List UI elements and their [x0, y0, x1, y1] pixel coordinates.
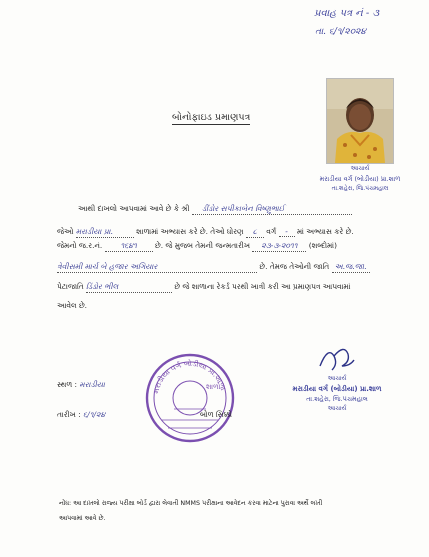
photo-caption-line2: મરાડીયા વર્ગ (બોડીયા) પ્રા.શાળ	[319, 175, 401, 183]
line2-suffix: વર્ગ	[266, 227, 277, 236]
dob-in-words: ત્રેવીસમી માર્ચ બે હજાર અગિયાર	[57, 262, 257, 273]
body-line-5	[57, 282, 350, 293]
date-label: તારીખ :	[57, 410, 81, 419]
school-place: મરાડીયા પ્રા.	[76, 227, 134, 238]
register-number: ૧૬૪૧	[105, 241, 153, 252]
date-value: ૬/૧/૨૪	[82, 410, 106, 419]
place-value: મરાડીયા	[79, 380, 105, 389]
body-line1-text: આથી દાખલો આપવામાં આવે છે કે શ્રી	[78, 204, 190, 213]
body-line-3	[57, 241, 337, 252]
body-line-1	[78, 204, 352, 215]
date-row	[57, 410, 105, 420]
principal-block	[262, 374, 412, 414]
line2-mid: શાળામાં અભ્યાસ કરે છે. તેઓ ધોરણ	[136, 227, 244, 236]
school-round-stamp	[144, 352, 236, 444]
student-photo	[326, 78, 394, 164]
principal-sub: આચાર્ય	[327, 405, 347, 412]
division: -	[279, 227, 295, 237]
certificate-title-text: બોનોફાઇડ પ્રમાણપત્ર	[172, 112, 251, 123]
line5-end: છે જે શાળાના રેકર્ડ પરથી ખાત્રી કરી આ પ્રમાણપત્ર આપવામાં	[174, 282, 351, 291]
place-row	[57, 380, 105, 390]
caste: અ.જ.જા.	[332, 262, 370, 273]
photo-caption-line3: તા.શહેરા, જિ.પંચમહાલ	[331, 185, 389, 192]
principal-title: આચાર્ય	[327, 375, 347, 382]
line3-mid: છે. જે મુજબ તેમની જન્મતારીખ	[155, 241, 250, 250]
line3-end: (શબ્દોમાં)	[308, 241, 337, 250]
principal-school: મરાડીયા વર્ગ (બોડીયા) પ્રા.શાળ	[292, 385, 382, 393]
header-note-line2: તા. ૬/૧/૨૦૨૪	[315, 27, 366, 37]
standard: ૮	[246, 227, 264, 238]
stamp-arc-text: મરાડીયા વર્ગ બોડીયા પ્રા.શાળા	[151, 358, 229, 395]
photo-caption	[310, 164, 410, 194]
body-line-2	[57, 227, 354, 238]
line2-end: માં અભ્યાસ કરે છે.	[296, 227, 354, 236]
line2-prefix: જેઓ	[57, 227, 74, 236]
stamp-center-text: શાળો	[206, 383, 221, 391]
place-label: સ્થળ :	[57, 380, 77, 389]
principal-address: તા.શહેરા, જિ.પંચમહાલ	[306, 395, 368, 403]
student-photo-image	[327, 79, 393, 163]
student-name: ડીંડોર સપીકાબેન વિષ્ણુભાઈ	[192, 204, 352, 215]
note-line-1: નોંધ: આ દાખલો રાજ્ય પરીક્ષા બોર્ડ દ્વારા લેવાતી NMMS પરીક્ષાના આવેદન કરવા માટેના પુરાવા અર્થે લખી	[59, 500, 323, 507]
note-line-2: આપવામાં આવે છે.	[59, 515, 106, 522]
body-line-4	[57, 262, 370, 273]
subcaste: ડિંડોર ભીલ	[86, 282, 172, 293]
principal-signature	[314, 342, 358, 376]
photo-caption-line1: આચાર્ય	[350, 165, 370, 172]
line5-prefix: પેટાજાતિ	[57, 282, 84, 291]
header-note-line1: પ્રવાહ પત્ર નં - ૩	[314, 8, 380, 19]
date-of-birth: ૨૩-૩-૨૦૧૧	[252, 241, 306, 252]
certificate-title	[172, 112, 250, 125]
line3-prefix: જેમનો જ.ર.નં.	[57, 241, 103, 250]
seal-label: બોળ સિક્કો	[200, 410, 232, 419]
line4-mid: છે. તેમજ તેઓની જાતિ	[259, 262, 330, 271]
body-line-6: આવેલ છે.	[57, 301, 88, 310]
